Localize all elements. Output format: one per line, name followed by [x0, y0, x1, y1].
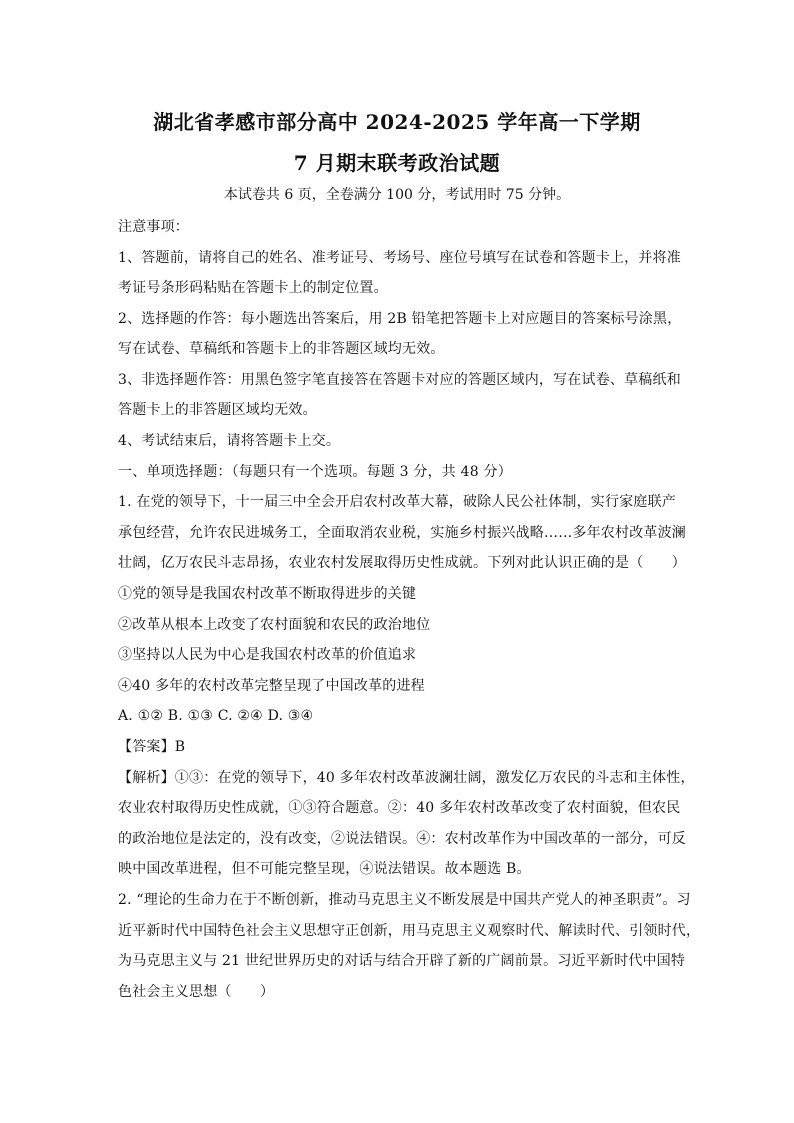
question-2-stem-line: 2. “理论的生命力在于不断创新，推动马克思主义不断发展是中国共产党人的神圣职责”。习 [118, 892, 691, 908]
document-title-line-1: 湖北省孝感市部分高中 2024-2025 学年高一下学期 [153, 110, 641, 134]
notes-line: 答题卡上的非答题区域均无效。 [118, 402, 317, 418]
notes-heading: 注意事项： [118, 219, 189, 235]
question-1-analysis-line: 【解析】①③：在党的领导下，40 多年农村改革波澜壮阔，激发亿万农民的斗志和主体性， [118, 770, 695, 786]
question-1-analysis-line: 的政治地位是法定的，没有改变，②说法错误。④：农村改革作为中国改革的一部分，可反 [118, 831, 686, 847]
question-1-answer: 【答案】B [118, 739, 186, 755]
question-2-stem-line: 色社会主义思想（ ） [118, 984, 275, 1000]
section-heading: 一、单项选择题：（每题只有一个选项。每题 3 分，共 48 分） [118, 464, 512, 480]
question-1-analysis-line: 农业农村取得历史性成就，①③符合题意。②：40 多年农村改革改变了农村面貌，但农民 [118, 800, 681, 816]
notes-line: 2、选择题的作答：每小题选出答案后，用 2B 铅笔把答题卡上对应题目的答案标号涂黑， [118, 311, 682, 327]
question-2-stem-line: 为马克思主义与 21 世纪世界历史的对话与结合开辟了新的广阔前景。习近平新时代中国特 [118, 953, 686, 969]
notes-line: 4、考试结束后，请将答题卡上交。 [118, 433, 341, 449]
question-1-option: ④40 多年的农村改革完整呈现了中国改革的进程 [118, 678, 425, 694]
notes-line: 1、答题前，请将自己的姓名、准考证号、考场号、座位号填写在试卷和答题卡上，并将准 [118, 250, 681, 266]
question-1-option: ③坚持以人民为中心是我国农村改革的价值追求 [118, 647, 417, 663]
notes-line: 考证号条形码粘贴在答题卡上的制定位置。 [118, 280, 388, 296]
question-1-option: ①党的领导是我国农村改革不断取得进步的关键 [118, 586, 417, 602]
exam-info-subtitle: 本试卷共 6 页，全卷满分 100 分，考试用时 75 分钟。 [223, 187, 571, 203]
question-1-option: ②改革从根本上改变了农村面貌和农民的政治地位 [118, 617, 431, 633]
question-1-choices: A. ①② B. ①③ C. ②④ D. ③④ [118, 708, 314, 724]
document-title-line-2: 7 月期末联考政治试题 [293, 151, 501, 175]
question-1-stem-line: 壮阔，亿万农民斗志昂扬，农业农村发展取得历史性成就。下列对此认识正确的是（ ） [118, 555, 686, 571]
question-1-stem-line: 承包经营，允许农民进城务工，全面取消农业税，实施乡村振兴战略……多年农村改革波澜 [118, 525, 686, 541]
question-1-analysis-line: 映中国改革进程，但不可能完整呈现，④说法错误。故本题选 B。 [118, 861, 531, 877]
question-1-stem-line: 1. 在党的领导下，十一届三中全会开启农村改革大幕，破除人民公社体制，实行家庭联产 [118, 494, 677, 510]
question-2-stem-line: 近平新时代中国特色社会主义思想守正创新，用马克思主义观察时代、解读时代、引领时代， [118, 923, 701, 939]
notes-line: 写在试卷、草稿纸和答题卡上的非答题区域均无效。 [118, 341, 445, 357]
notes-line: 3、非选择题作答：用黑色签字笔直接答在答题卡对应的答题区域内，写在试卷、草稿纸和 [118, 372, 681, 388]
